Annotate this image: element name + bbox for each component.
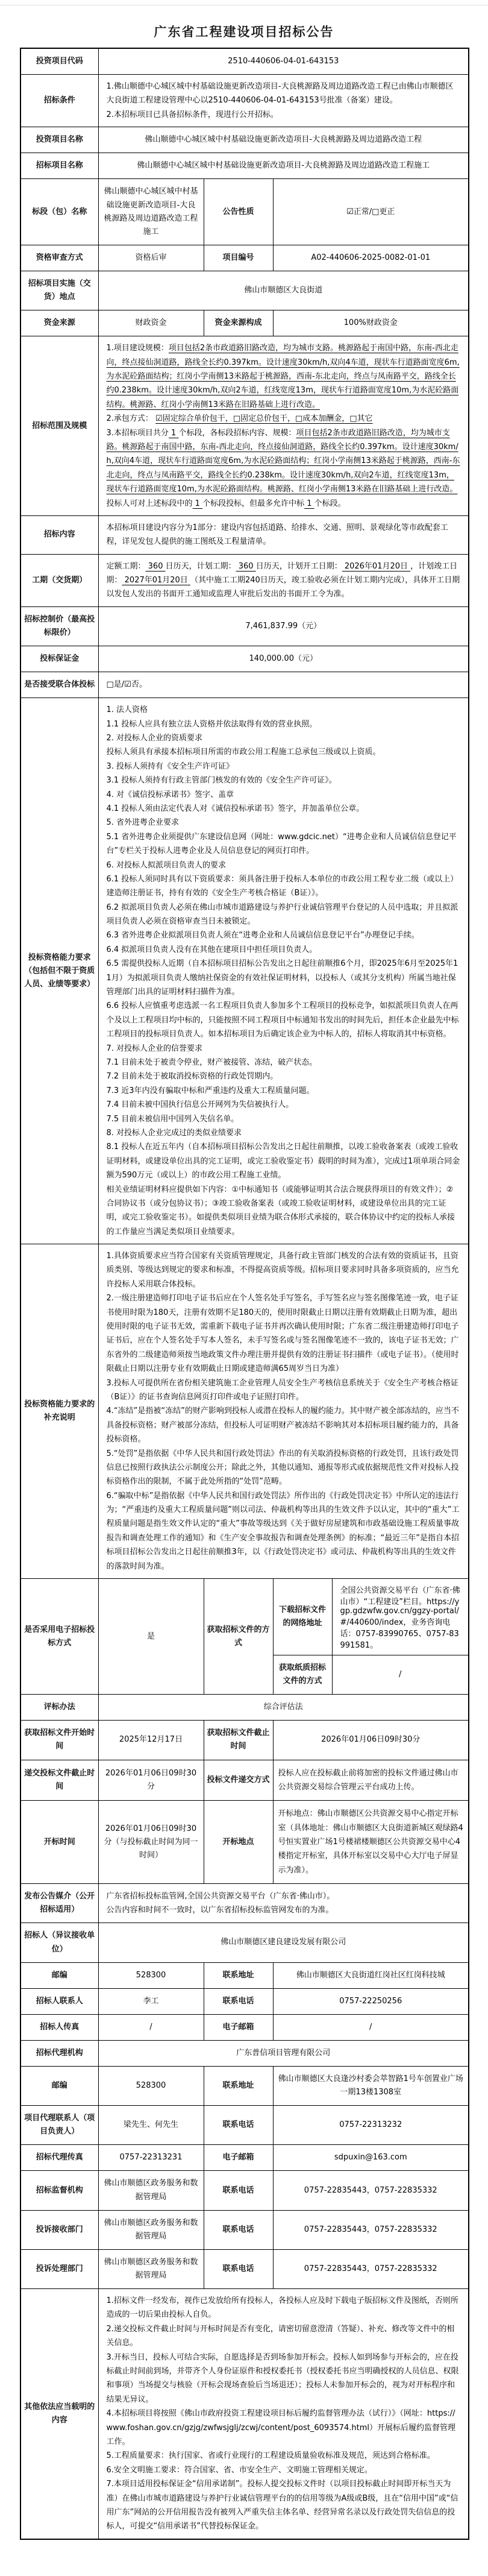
row-section-name	[20, 179, 469, 245]
fund-composition-value: 100%财政资金	[273, 310, 469, 336]
evaluation-method-label: 评标办法	[20, 1695, 98, 1721]
tenderer-value: 佛山市顺德区建良建设发展有限公司	[98, 1923, 469, 1962]
doc-download-url-value: 全国公共资源交易平台（广东省·佛山市）“工程建设”栏目。https://ygp.gdzwfw.gov.cn/ggzy-portal/#/440600/index，业务咨询电话：0757-83990765、0757-83991581。	[332, 1579, 469, 1655]
submission-deadline-label: 递交投标文件截止时间	[20, 1760, 98, 1801]
notice-nature-label: 公告性质	[204, 179, 273, 245]
tenderer-label: 招标人（异议接收单位）	[20, 1923, 98, 1962]
duration-label: 工期（交货期）	[20, 554, 98, 606]
row-tender-scope	[20, 336, 469, 516]
tenderer-postcode-label: 邮编	[20, 1962, 98, 1988]
section-name-value: 佛山顺德中心城区城中村基础设施更新改造项目-大良桃源路及周边道路改造工程施工	[98, 179, 204, 245]
tenderer-contact-label: 招标人联系人	[20, 1988, 98, 2014]
agency-phone-value: 0757-22313232	[273, 2106, 469, 2145]
row-complaint-receiving	[20, 2210, 469, 2249]
complaint-receiving-phone-value: 0757-22835443，0757-22835332	[273, 2210, 469, 2249]
fund-source-value: 财政资金	[98, 310, 204, 336]
row-project-code	[20, 48, 469, 75]
row-duration	[20, 554, 469, 606]
agency-postcode-label: 邮编	[20, 2067, 98, 2106]
row-delivery-location	[20, 271, 469, 310]
consortium-label: 是否接受联合体投标	[20, 672, 98, 698]
bid-opening-time-label: 开标时间	[20, 1801, 98, 1884]
fund-source-label: 资金来源	[20, 310, 98, 336]
row-supervisory-authority	[20, 2171, 469, 2210]
complaint-handling-phone-label: 联系电话	[204, 2249, 273, 2288]
delivery-location-label: 招标项目实施（交货）地点	[20, 271, 98, 310]
row-tenderer-contact	[20, 1988, 469, 2014]
notice-nature-value: ☑正常/□更正	[273, 179, 469, 245]
submission-deadline-value: 2026年01月06日09时30分	[98, 1760, 204, 1801]
tenderer-phone-value: 0757-22250256	[273, 1988, 469, 2014]
row-agency-contact	[20, 2106, 469, 2145]
row-submission-deadline	[20, 1760, 469, 1801]
complaint-handling-label: 投诉处理部门	[20, 2249, 98, 2288]
paper-doc-method-label: 获取纸质招标文件的方式	[273, 1655, 332, 1695]
supervisory-phone-value: 0757-22835443，0757-22835332	[273, 2171, 469, 2210]
row-complaint-handling	[20, 2249, 469, 2288]
prequalification-value: 资格后审	[98, 245, 204, 271]
supervisory-authority-value: 佛山市顺德区政务服务和数据管理局	[98, 2171, 204, 2210]
agency-address-value: 佛山市顺德区大良逢沙村委会萃智路1号车创置业广场一期13楼1308室	[273, 2067, 469, 2106]
complaint-receiving-label: 投诉接收部门	[20, 2210, 98, 2249]
agency-phone-label: 联系电话	[204, 2106, 273, 2145]
tender-content-label: 招标内容	[20, 515, 98, 554]
tender-announcement-document	[0, 22, 488, 2576]
fund-composition-label: 资金来源构成	[204, 310, 273, 336]
project-number-value: A02-440606-2025-0082-01-01	[273, 245, 469, 271]
row-tenderer-postcode	[20, 1962, 469, 1988]
row-prequalification	[20, 245, 469, 271]
row-tenderer	[20, 1923, 469, 1962]
qualification-requirements-value: 1. 法人资格 1.1 投标人应具有独立法人资格并依法取得有效的营业执照。 2. 对投标人企业的资质要求 投标人须具有承接本招标项目所需的市政公用工程施工总承包三级或以上资质。 3. 投标人须持有《安全生产许可证》 3.1 投标人须持有行政主管部门核发的有效的《安全生产许可证》。 4. 对《诚信投标承诺书》签字、盖章 4.1 投标人须由法定代表人对《诚信投标承诺书》签字，并加盖单位公章。 5. 省外进粤企业要求 5.1 省外进粤企业须提供广东建设信息网（网址：www.gdcic.net）“进粤企业和人员诚信信息登记平台”专栏关于投标人进粤企业及人员信息登记的网页打印件。 6. 对投标人拟派项目负责人的要求 6.1 投标人须同时具有以下资质要求：须具备注册于投标人本单位的市政公用工程专业二级（或以上）建造师注册证书，持有有效的《安全生产考核合格证（B证）》。 6.2 拟派项目负责人必须在佛山市城市道路建设与养护行业诚信管理平台登记的人员中选取；并且拟派项目负责人必须在资格审查当日未被锁定。 6.3 省外进粤企业拟派项目负责人须在“进粤企业和人员诚信信息登记平台”办理登记手续。 6.4 拟派项目负责人没有在其他在建项目中担任项目负责人。 6.5 需提供投标人近期（自本招标项目招标公告发出之日起往前顺推6个月，即2025年6月至2025年11月）为拟派项目负责人缴纳社保资金的有效社保证明材料，以投标人（或其分支机构）所属当地社保管理部门出具的证明材料扫描件为准。 6.6 投标人应慎重考虑选派一名工程项目负责人参加多个工程项目的投标竞争，如拟派项目负责人在两个及以上工程项目均中标的，只能按照不同工程项目中标通知书发出的时间先后，担任本企业最先中标工程项目的投标项目负责人。如本招标项目为后确定该企业为中标人的，招标人将取消其中标资格。 7. 对投标人企业的信誉要求 7.1 目前未处于被责令停业，财产被接管、冻结，破产状态。 7.2 目前未处于被取消投标资格的行政处罚期内。 7.3 近3年内没有骗取中标和严重违约及重大工程质量问题。 7.4 目前未被中国执行信息公开网列为失信被执行人。 7.5 目前未被信用中国列入失信名单。 8. 对投标人企业完成过的类似业绩要求 8.1 投标人在近五年内（自本招标项目招标公告发出之日起往前顺推，以竣工验收备案表（或竣工验收证明材料，或建设单位出具的完工证明，或完工验收鉴定书）载明的时间为准），完成过1项单项合同金额为590万元（或以上）的市政公用工程施工业绩。 相关业绩证明材料应提供如下内容：①中标通知书（或能够证明其合法合规获得项目的有效文件）；②合同协议书（或分包协议书）；③竣工验收备案表（或竣工验收证明材料，或建设单位出具的完工证明，或完工验收鉴定书）。如提供类似项目业绩为联合体形式承接的，联合体协议中约定的投标人承接的工作量应当满足类似项目业绩要求。	[98, 698, 469, 1244]
tender-scope-label: 招标范围及规模	[20, 336, 98, 516]
agency-fax-label: 招标代理传真	[20, 2145, 98, 2171]
agency-email-label: 电子邮箱	[204, 2145, 273, 2171]
row-evaluation-method	[20, 1695, 469, 1721]
row-announcement-media	[20, 1884, 469, 1923]
control-price-value: 7,461,837.99（元）	[98, 606, 469, 646]
announcement-media-label: 发布公告媒介（公开招标适用）	[20, 1884, 98, 1923]
tenderer-email-label: 电子邮箱	[204, 2014, 273, 2040]
agency-contact-label: 项目代理联系人（项目负责人）	[20, 2106, 98, 2145]
agency-label: 招标代理机构	[20, 2040, 98, 2066]
row-consortium	[20, 672, 469, 698]
tenderer-phone-label: 联系电话	[204, 1988, 273, 2014]
row-agency	[20, 2040, 469, 2066]
doc-obtain-method-label: 获取招标文件的方式	[204, 1579, 273, 1695]
tender-project-name-value: 佛山顺德中心城区城中村基础设施更新改造项目-大良桃源路及周边道路改造工程施工	[98, 153, 469, 179]
row-bid-opening	[20, 1801, 469, 1884]
row-qualification-supplement	[20, 1244, 469, 1579]
row-investment-project-name	[20, 127, 469, 153]
row-other-contents	[20, 2289, 469, 2539]
agency-value: 广东普信项目管理有限公司	[98, 2040, 469, 2066]
complaint-handling-phone-value: 0757-22835443，0757-22835332	[273, 2249, 469, 2288]
tenderer-postcode-value: 528300	[98, 1962, 204, 1988]
delivery-location-value: 佛山市顺德区大良街道	[98, 271, 469, 310]
complaint-receiving-phone-label: 联系电话	[204, 2210, 273, 2249]
tender-conditions-label: 招标条件	[20, 75, 98, 127]
tenderer-address-value: 佛山市顺德区大良街道红岗社区红岗科技城	[273, 1962, 469, 1988]
supervisory-phone-label: 联系电话	[204, 2171, 273, 2210]
investment-project-name-label: 投资项目名称	[20, 127, 98, 153]
row-fund-source	[20, 310, 469, 336]
e-bidding-value: 是	[98, 1579, 204, 1695]
tender-conditions-value: 1.佛山顺德中心城区城中村基础设施更新改造项目-大良桃源路及周边道路改造工程已由佛山市顺德区大良街道工程建设管理中心以2510-440606-04-01-643153号批准（备案）建设。 2.本招标项目已具备招标条件，现进行公开招标。	[98, 75, 469, 127]
project-code-value: 2510-440606-04-01-643153	[98, 48, 469, 75]
agency-email-value: sdpuxin@163.com	[273, 2145, 469, 2171]
row-qualification-requirements	[20, 698, 469, 1244]
doc-download-url-label: 下载招标文件的网络地址	[273, 1579, 332, 1655]
tenderer-fax-label: 招标人传真	[20, 2014, 98, 2040]
agency-fax-value: 0757-22313231	[98, 2145, 204, 2171]
project-number-label: 项目编号	[204, 245, 273, 271]
control-price-label: 招标控制价（最高投标限价）	[20, 606, 98, 646]
tenderer-email-value: /	[273, 2014, 469, 2040]
qualification-requirements-label: 投标资格能力要求（包括但不限于资质人员、业绩等要求）	[20, 698, 98, 1244]
agency-postcode-value: 528300	[98, 2067, 204, 2106]
doc-start-time-label: 获取招标文件开始时间	[20, 1721, 98, 1760]
duration-value: 定额工期： 360 日历天，计划工期： 360 日历天，计划开工日期： 2026年01月20日 ，计划竣工日期： 2027年01月20日 （其中施工工期240日历天，竣工验收必须在计划工期内完成），具体开工日期以发包人发出的书面开工通知或监理人审批后发出的书面开工令为准。	[98, 554, 469, 606]
doc-deadline-label: 获取招标文件截止时间	[204, 1721, 273, 1760]
other-contents-label: 其他依法应当载明的内容	[20, 2289, 98, 2539]
tender-project-name-label: 招标项目名称	[20, 153, 98, 179]
evaluation-method-value: 综合评估法	[98, 1695, 469, 1721]
row-tender-project-name	[20, 153, 469, 179]
bid-opening-place-label: 开标地点	[204, 1801, 273, 1884]
doc-start-time-value: 2025年12月17日	[98, 1721, 204, 1760]
row-tender-conditions	[20, 75, 469, 127]
row-agency-fax	[20, 2145, 469, 2171]
tenderer-contact-value: 李工	[98, 1988, 204, 2014]
bid-opening-place-value: 开标地点：佛山市顺德区公共资源交易中心指定开标室（具体地址：佛山市顺德区大良街道新城区观绿路4号恒实置业广场1号楼裙楼顺德区公共资源交易中心4楼指定开标室，具体开标室以交易中心大厅电子屏显示为准）。	[273, 1801, 469, 1884]
bid-bond-value: 140,000.00（元）	[98, 646, 469, 672]
qualification-supplement-value: 1.具体资质要求应当符合国家有关资质管理规定，具备行政主管部门核发的合法有效的资质证书，且资质类别、等级达到规定的要求和标准，不得提高资质等级。招标项目要求同时具备多项资质的，应当允许投标人采用联合体投标。 2.一级注册建造师打印电子证书后应在个人签名处手写签名，手写签名应与签名图像笔迹一致，电子证书使用时限为180天，注册有效期不足180天的，使用时限截止日期以注册有效期截止日期为准，超出使用时限的电子证书无效，需重新下载电子证书并再次确认使用时限；广东省二级注册建造师打印电子证书后，应在个人签名处手写本人签名，未手写签名或与签名图像笔迹不一致的，该电子证书无效；广东省外的二级建造师须按当地政策文件办理注册并提供有效的注册证书扫描件（或电子证书）。（使用时限截止日期以注册专业有效期截止日期或建造师满65周岁当日为准） 3.投标人可提供所在省份相关建筑施工企业管理人员安全生产考核信息系统关于《安全生产考核合格证（B证）》的证书查询信息网页打印件或电子证照打印件。 4.“冻结”是指被“冻结”的财产影响到投标人或潜在投标人的履约能力。其中财产被全部冻结的，应当不具备投标资格；财产被部分冻结，但投标人可证明财产被冻结不影响其对本招标项目履约能力的，具备投标资格。 5.“处罚”是指依据《中华人民共和国行政处罚法》作出的有关取消投标资格的行政处罚，且该行政处罚信息已按照行政执法公示制度公开；除此之外，其他以通知、通报等形式或依据规范性文件对投标人投标资格作出的限制，不属于此处所指的“处罚”范畴。 6.“骗取中标”是指依据《中华人民共和国行政处罚法》所作出的《行政处罚决定书》中所认定的违法行为；“严重违约及重大工程质量问题”则以司法、仲裁机构等出具的生效文件予以认定，其中的“重大”工程质量问题是指生效文件认定的“重大”事故等级达到《关于做好房屋建筑和市政基础设施工程质量事故报告和调查处理工作的通知》和《生产安全事故报告和调查处理条例》的标准；“最近三年”是指自本招标项目招标公告发出之日起往前顺推3年，以《行政处罚决定书》或司法、仲裁机构等出具的生效文件的落款时间为准。	[98, 1244, 469, 1579]
prequalification-label: 资格审查方式	[20, 245, 98, 271]
complaint-receiving-value: 佛山市顺德区政务服务和数据管理局	[98, 2210, 204, 2249]
tenderer-fax-value: /	[98, 2014, 204, 2040]
qualification-supplement-label: 投标资格能力要求的补充说明	[20, 1244, 98, 1579]
complaint-handling-value: 佛山市顺德区政务服务和数据管理局	[98, 2249, 204, 2288]
page-title: 广东省工程建设项目招标公告	[154, 25, 334, 39]
supervisory-authority-label: 招标监督机构	[20, 2171, 98, 2210]
consortium-value: □是/☑否。	[98, 672, 469, 698]
submission-method-label: 投标文件递交方式	[204, 1760, 273, 1801]
paper-doc-method-value: /	[332, 1655, 469, 1695]
e-bidding-label: 是否采用电子招标投标方式	[20, 1579, 98, 1695]
row-doc-obtain-time	[20, 1721, 469, 1760]
bid-bond-label: 投标保证金	[20, 646, 98, 672]
row-control-price	[20, 606, 469, 646]
row-agency-postcode	[20, 2067, 469, 2106]
row-e-bidding	[20, 1579, 469, 1655]
tender-announcement-table	[20, 48, 469, 2540]
investment-project-name-value: 佛山顺德中心城区城中村基础设施更新改造项目-大良桃源路及周边道路改造工程	[98, 127, 469, 153]
section-name-label: 标段（包）名称	[20, 179, 98, 245]
other-contents-value: 1.招标文件一经发布，视作已发放给所有投标人，各投标人应及时下载电子版招标文件及图纸，否则所造成的一切后果由投标人自负。 2.递交投标文件截止时间与开标时间是否有变化，请密切留意澄清（答疑）、补充、修改等文件中的相关信息。 3.开标当日，投标人可结合实际，自愿选择是否到场参加开标会。投标人如到场参与开标会的，应在投标截止时间前到场，并带齐个人身份证原件和授权委托书（授权委托书应当明确授权的人员信息、权限和事项）当场提交与核验（开标会现场查验后当场退还）；投标人未参加开标会的，视为对开标程序和结果无异议。 4.本招标项目将按照《佛山市政府投资工程建设项目标后履约监督管理办法（试行）》（网址：https://www.foshan.gov.cn/gzjg/zwfwsjglj/zcwj/content/post_6093574.html）开展标后履约监督管理工作。 5.工程质量要求：执行国家、省或行业现行的工程建设质量验收标准及规范，须达到合格标准。 6.安全文明施工要求：符合国家、省、市安全生产、文明施工管理相关规定。 7.本项目适用投标保证金“信用承诺制”。投标人提交投标文件时（以项目投标截止时间即开标当天为准）在佛山市城市道路建设与养护行业诚信管理平台的的信用等级为A级或B级，且在“信用中国”或“信用广东”网站的公开信用报告没有被列入严重失信主体名单、经营异常名录以及行政处罚失信信息的投标人，可提交“信用承诺书”代替投标保证金。	[98, 2289, 469, 2539]
agency-address-label: 联系地址	[204, 2067, 273, 2106]
bid-opening-time-value: 2026年01月06日09时30分（与投标截止时间为同一时间）	[98, 1801, 204, 1884]
submission-method-value: 投标人应在投标截止前将加密的投标文件通过佛山市公共资源交易综合管理云平台成功上传。	[273, 1760, 469, 1801]
tender-scope-value: 1.项目建设规模：项目包括2条市政道路旧路改造，均为城市支路。桃源路起于南国中路，东南-西北走向，终点接仙洞道路，路线全长约0.397km。设计速度30km/h,双向4车道，现状车行道路面宽度6m,为水泥砼路面结构；红岗小学南侧13米路起于桃源路，西南-东北走向，终点与凤南路平交，路线全长约0.238km。设计速度30km/h,双向2车道，红线宽度13m，现状车行道路面宽度10m,为水泥砼路面结构。桃源路、红岗小学南侧13米路在旧路基础上进行改造。 2.承包方式： ☑固定综合单价包干，□固定总价包干，□成本加酬金，□其它 3.本招标项目共分 1 个标段，各标段招标内容、规模：项目包括2条市政道路旧路改造，均为城市支路。桃源路起于南国中路，东南-西北走向，终点接仙洞道路，路线全长约0.397km。设计速度30km/h,双向4车道，现状车行道路面宽度6m,为水泥砼路面结构；红岗小学南侧13米路起于桃源路，西南-东北走向，终点与凤南路平交，路线全长约0.238km。设计速度30km/h,双向2车道，红线宽度13m，现状车行道路面宽度10m,为水泥砼路面结构。桃源路、红岗小学南侧13米路在旧路基础上进行改造。 投标人可对上述标段中的 1 个标段投标，但最多允许中标 1 个标段。	[98, 336, 469, 516]
announcement-media-value: 广东省招标投标监管网,全国公共资源交易平台（广东省·佛山市）。 公告内容和时间不一致时，以广东省招标投标监管网发布的为准。	[98, 1884, 469, 1923]
row-tenderer-fax	[20, 2014, 469, 2040]
tenderer-address-label: 联系地址	[204, 1962, 273, 1988]
row-tender-content	[20, 515, 469, 554]
agency-contact-value: 梁先生、何先生	[98, 2106, 204, 2145]
project-code-label: 投资项目代码	[20, 48, 98, 75]
tender-content-value: 本招标项目建设内容分为1部分：建设内容包括道路、给排水、交通、照明、景观绿化等市政配套工程，详见发包人提供的施工图纸及工程量清单。	[98, 515, 469, 554]
doc-deadline-value: 2026年01月06日09时30分	[273, 1721, 469, 1760]
row-bid-bond	[20, 646, 469, 672]
